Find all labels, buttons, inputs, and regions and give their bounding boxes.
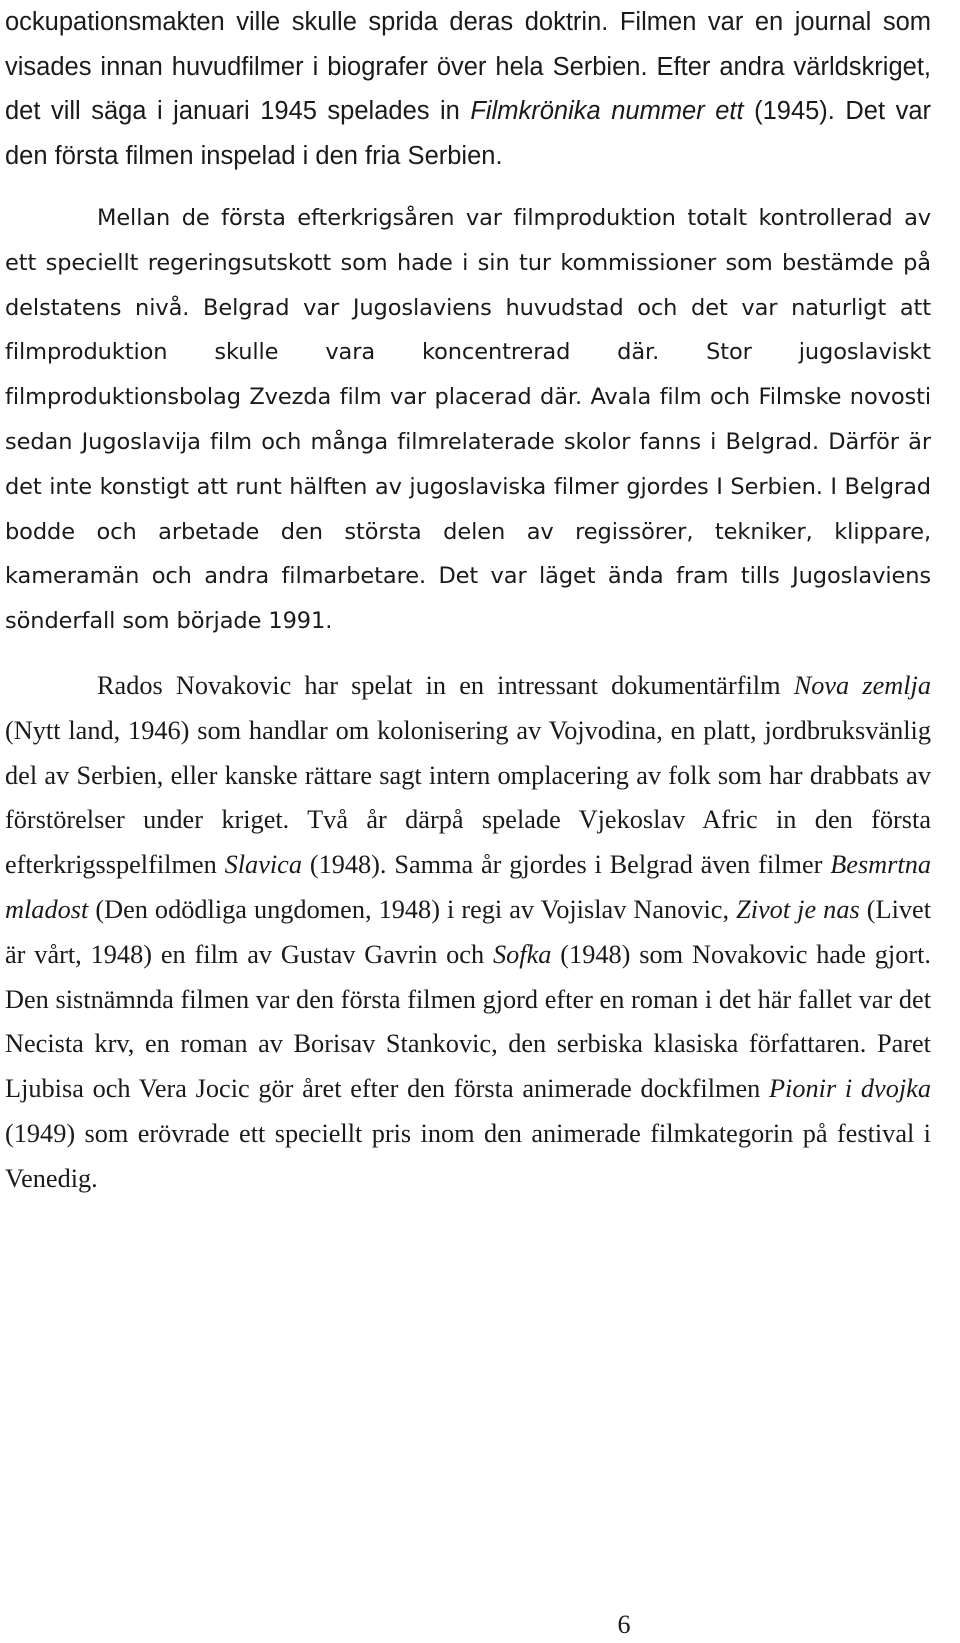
italic-title: Slavica xyxy=(224,850,302,880)
text-run: (1949) som erövrade ett speciellt pris inom den animerade filmkategorin på festival i Venedig. xyxy=(5,1118,931,1193)
paragraph-1 xyxy=(5,0,931,178)
page-number: 6 xyxy=(617,1610,631,1639)
text-run: (Nytt land, 1946) som handlar om kolonisering av Vojvodina, en platt, jordbruksvänlig del av Serbien, eller kanske rättare sagt intern omplacering av folk som har drabbats av förstörelser under kriget. Två år därpå spelade Vjekoslav Afric in den första efterkrigsspelfilmen xyxy=(5,715,931,880)
paragraph-3 xyxy=(5,664,931,1202)
text-run: Mellan de första efterkrigsåren var filmproduktion totalt kontrollerad av ett speciellt regeringsutskott som hade i sin tur kommissioner som bestämde på delstatens nivå. Belgrad var Jugoslaviens huvudstad och det var naturligt att filmproduktion skulle vara koncentrerad där. Stor jugoslaviskt filmproduktionsbolag Zvezda film var placerad där. Avala film och Filmske novosti sedan Jugoslavija film och många filmrelaterade skolor fanns i Belgrad. Därför är det inte konstigt att runt hälften av jugoslaviska filmer gjordes I Serbien. I Belgrad bodde och arbetade den största delen av regissörer, tekniker, klippare, kameramän och andra filmarbetare. Det var läget ända fram tills Jugoslaviens sönderfall som började 1991. xyxy=(5,205,931,635)
text-run: (Den odödliga ungdomen, 1948) i regi av Vojislav Nanovic, xyxy=(88,894,737,924)
text-run: ockupationsmakten ville skulle sprida deras doktrin. Filmen var en journal som visades innan huvudfilmer i biografer över hela Serbien. Efter andra världskriget, det vill säga i januari 1945 spelades in xyxy=(5,8,931,125)
italic-title: Sofka xyxy=(493,939,552,969)
italic-title: Zivot je nas xyxy=(736,894,860,924)
italic-title: Nova zemlja xyxy=(793,671,931,700)
italic-title: Pionir i dvojka xyxy=(768,1074,931,1104)
text-run: (1948) som Novakovic hade gjort. Den sistnämnda filmen var den första filmen gjord efter en roman i det här fallet var det Necista krv, en roman av Borisav Stankovic, den serbiska klasiska författaren. Paret Ljubisa och Vera Jocic gör året efter den första animerade dockfilmen xyxy=(5,939,931,1104)
text-run: (Livet är vårt, 1948) en film av Gustav Gavrin och xyxy=(5,894,932,969)
text-run: Rados Novakovic har spelat in en intressant dokumentärfilm xyxy=(97,671,794,700)
paragraph-2 xyxy=(5,196,931,644)
italic-title: Filmkrönika nummer ett xyxy=(470,97,744,125)
text-run: (1948). Samma år gjordes i Belgrad även filmer xyxy=(302,850,831,880)
italic-title: Besmrtna mladost xyxy=(5,850,932,924)
text-run: (1945). Det var den första filmen inspelad i den fria Serbien. xyxy=(5,97,931,170)
